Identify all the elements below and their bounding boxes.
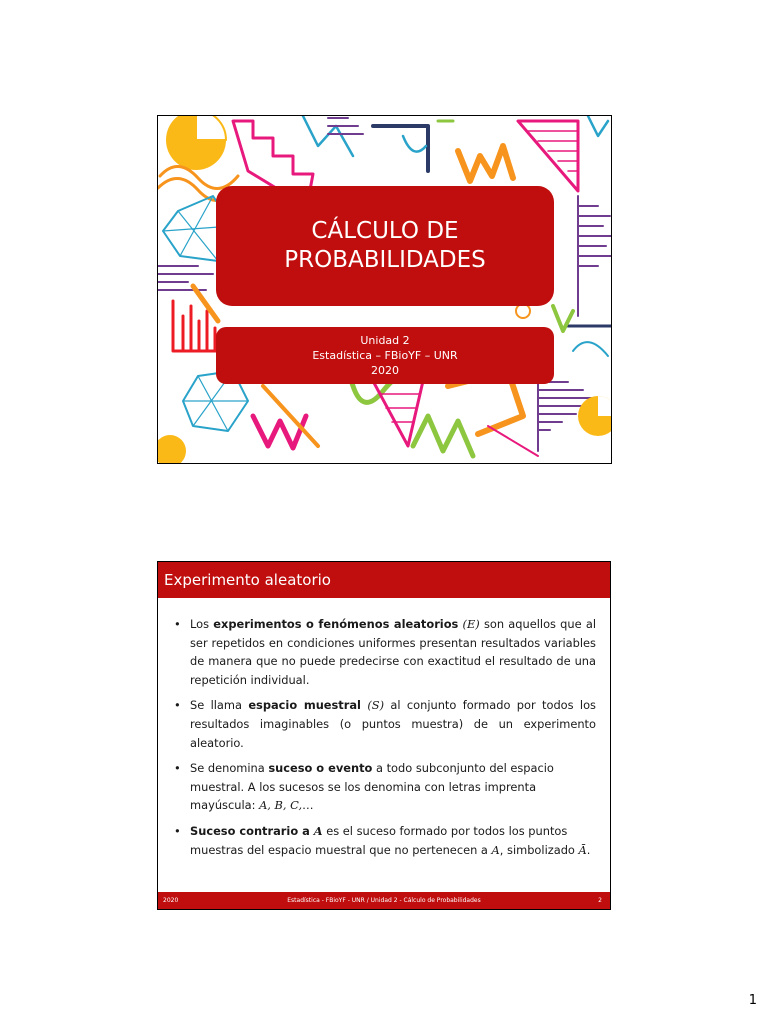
bullet-term: espacio muestral [248, 698, 361, 713]
slide-title-line-1: CÁLCULO DE [311, 218, 459, 244]
bullet-text: a todo subconjunto del espacio muestral. A los sucesos se los denomina con letras imprenta mayúscula: [190, 761, 554, 813]
math-symbol: A [313, 823, 323, 838]
slide-heading: Experimento aleatorio [158, 562, 610, 598]
bullet-dot: • [174, 617, 181, 631]
bullet-text: es el suceso formado por todos los puntos muestras del espacio muestral que no pertenecen a [190, 823, 568, 857]
math-symbol: Ā [578, 842, 587, 857]
bullet-text: Los [190, 617, 214, 631]
title-box [216, 186, 554, 306]
bullet-text: son aquellos que al ser repetidos en condiciones uniformes presentan resultados variables de manera que no puede predecirse con exactitud el resultado de una repetición individual. [190, 617, 596, 687]
bullet-text: Se denomina [190, 761, 269, 776]
footer-year: 2020 [163, 897, 179, 904]
title-slide [157, 115, 612, 464]
bullet-list [172, 615, 596, 866]
bullet-text: … [302, 798, 314, 813]
math-symbol: (E) [462, 617, 480, 631]
bullet-item [172, 822, 596, 859]
bullet-item [172, 696, 596, 752]
bullet-term: experimentos o fenómenos aleatorios [213, 617, 459, 631]
bullet-dot: • [174, 823, 181, 838]
bullet-term: Suceso contrario a [190, 823, 314, 838]
bullet-text: , simbolizado [499, 842, 579, 857]
bullet-text: . [586, 842, 591, 857]
subtitle-year: 2020 [371, 364, 399, 377]
bullet-dot: • [174, 698, 181, 713]
bullet-text: al conjunto formado por todos los resultados imaginables (o puntos muestra) de un experimento aleatorio. [190, 698, 596, 750]
footer-text: Estadística - FBioYF - UNR / Unidad 2 - Cálculo de Probabilidades [287, 897, 481, 904]
page-number: 1 [748, 993, 757, 1008]
math-symbol: (S) [367, 698, 385, 713]
footer-slide-number: 2 [598, 897, 602, 904]
bullet-text: Se llama [190, 698, 249, 713]
bullet-dot: • [174, 761, 181, 776]
bullet-item [172, 615, 596, 689]
bullet-item [172, 759, 596, 815]
math-symbol: A, B, C, [259, 798, 303, 813]
bullet-term: suceso o evento [268, 761, 373, 776]
subtitle-institution: Estadística – FBioYF – UNR [312, 349, 458, 362]
slide-footer [158, 892, 610, 909]
content-slide [157, 561, 611, 910]
math-symbol: A [491, 842, 500, 857]
subtitle-box [216, 327, 554, 384]
subtitle-unit: Unidad 2 [360, 334, 410, 347]
slide-title-line-2: PROBABILIDADES [284, 247, 486, 273]
